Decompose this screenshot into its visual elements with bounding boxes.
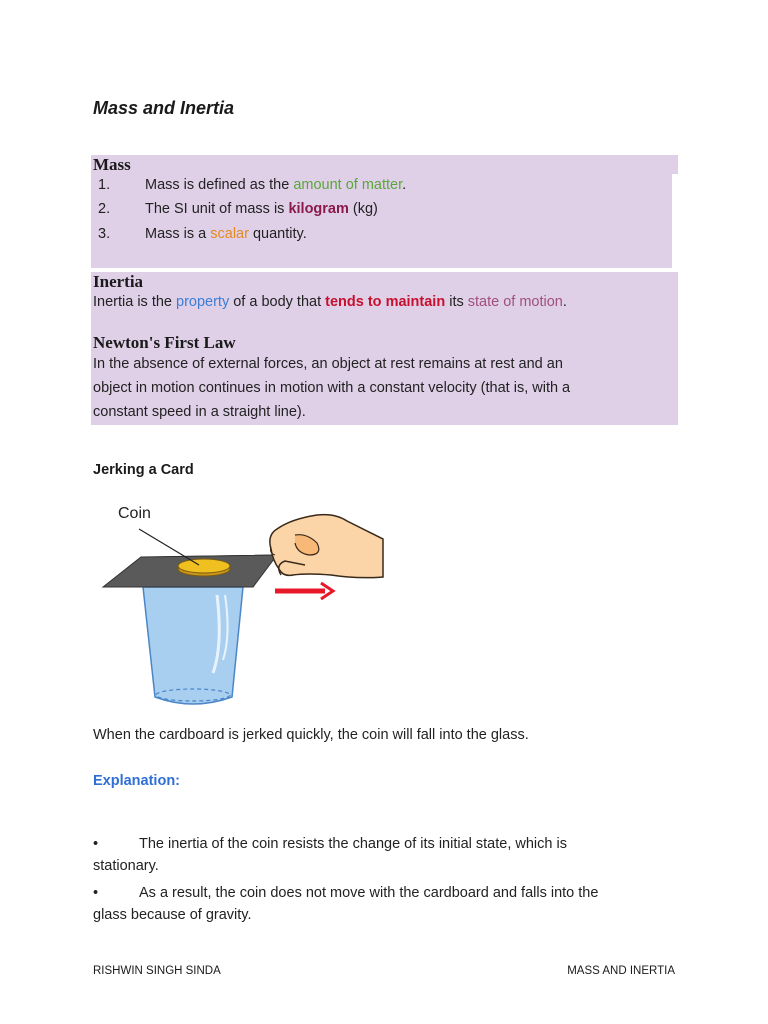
highlight-tends-to-maintain: tends to maintain [325,294,446,310]
jerking-heading: Jerking a Card [93,462,194,478]
item-text: Mass is a [145,226,211,242]
highlight-property: property [176,294,230,310]
hand [270,515,383,578]
glass-body [143,587,243,704]
newton-heading: Newton's First Law [93,333,236,352]
bullet-text: As a result, the coin does not move with the cardboard and falls into the [139,885,599,901]
mass-box [91,155,678,174]
figure-svg [95,495,395,715]
bullet-symbol: • [93,885,99,901]
newton-line: object in motion continues in motion with a constant velocity (that is, with a [93,380,571,396]
mass-list-item [98,222,307,246]
inertia-heading: Inertia [93,272,144,291]
bullet-symbol: • [93,836,99,852]
item-text: The SI unit of mass is [145,201,289,217]
text: its [445,294,468,310]
text: of a body that [229,294,326,310]
highlight-state-of-motion: state of motion [467,294,563,310]
coin [178,559,230,573]
mass-heading: Mass [93,155,131,174]
newton-paragraph [93,352,570,424]
list-number: 2. [98,201,111,217]
explanation-heading: Explanation: [93,773,181,789]
bullet-text-cont: glass because of gravity. [93,907,252,923]
bullet-item [93,832,567,878]
highlight-amount-of-matter: amount of matter [293,177,403,193]
footer-author: RISHWIN SINGH SINDA [93,965,221,977]
footer-title: MASS AND INERTIA [567,965,675,977]
list-number: 1. [98,177,111,193]
newton-line: constant speed in a straight line). [93,404,306,420]
bullet-text-cont: stationary. [93,858,159,874]
item-text: Mass is defined as the [145,177,294,193]
figure-caption: When the cardboard is jerked quickly, the coin will fall into the glass. [93,727,529,743]
mass-list-item [98,173,406,197]
coin-label: Coin [118,505,151,522]
inertia-definition [93,290,567,314]
bullet-item [93,881,598,927]
mass-list-item [98,197,378,221]
item-text-end: quantity. [248,226,307,242]
coin-card-figure [95,495,395,715]
page-title: Mass and Inertia [93,98,235,118]
newton-line: In the absence of external forces, an object at rest remains at rest and an [93,356,563,372]
item-text-end: (kg) [348,201,378,217]
item-text-end: . [402,177,407,193]
highlight-scalar: scalar [210,226,249,242]
list-number: 3. [98,226,111,242]
text: . [562,294,567,310]
highlight-kilogram: kilogram [288,201,349,217]
bullet-text: The inertia of the coin resists the change of its initial state, which is [139,836,567,852]
text: Inertia is the [93,294,177,310]
